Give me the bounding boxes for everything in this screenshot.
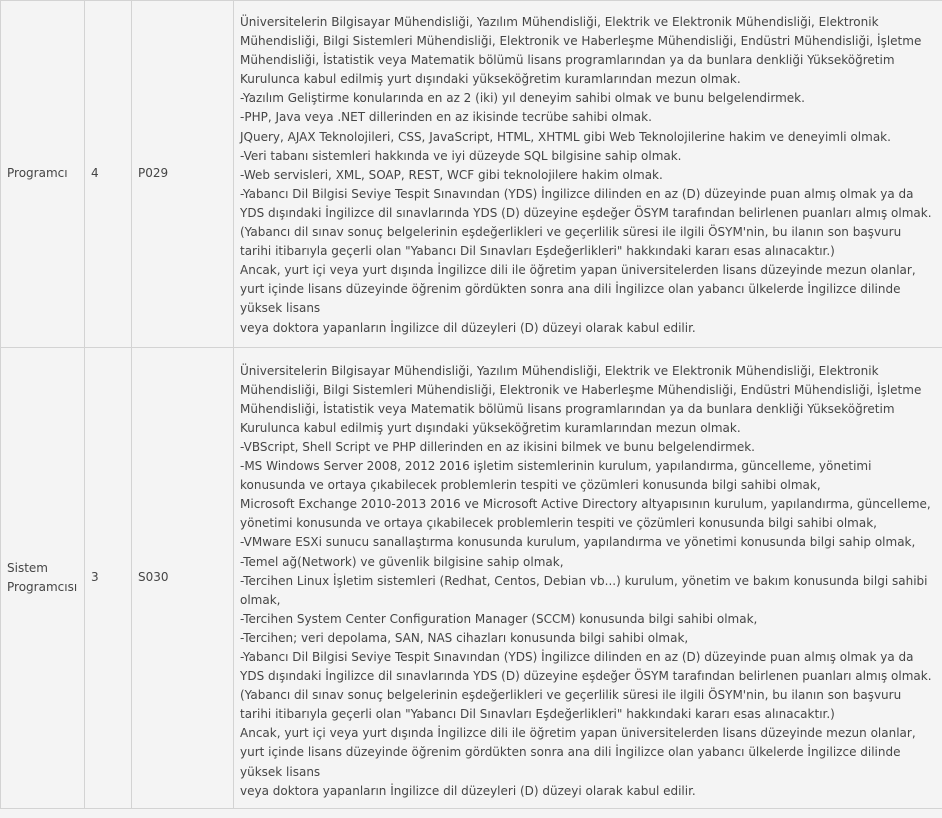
requirement-line: Üniversitelerin Bilgisayar Mühendisliği, Yazılım Mühendisliği, Elektrik ve Elektronik Mühendisliği, Elektronik Mühendisliği, Bilgi Sistemleri Mühendisliği, Elektronik ve Haberleşme Mühendisliği, Endüstri Mühendisliği, İşletme Mühendisliği, İstatistik veya Matematik bölümü lisans programlarından ya da bunlara denkliği Yükseköğretim Kurulunca kabul edilmiş yurt dışındaki yükseköğretim kuramlarından mezun olmak. (240, 363, 922, 435)
position-count: 3 (85, 347, 132, 808)
requirement-line: -Tercihen; veri depolama, SAN, NAS cihazları konusunda bilgi sahibi olmak, (240, 630, 689, 645)
position-title: Programcı (1, 1, 85, 348)
requirement-line: -Web servisleri, XML, SOAP, REST, WCF gibi teknolojilere hakim olmak. (240, 167, 663, 182)
requirement-line: -Veri tabanı sistemleri hakkında ve iyi düzeyde SQL bilgisine sahip olmak. (240, 148, 682, 163)
requirement-line: -VBScript, Shell Script ve PHP dillerinden en az ikisini bilmek ve bunu belgelendirmek. (240, 439, 755, 454)
requirement-line: -Temel ağ(Network) ve güvenlik bilgisine sahip olmak, (240, 554, 564, 569)
position-requirements (234, 1, 942, 348)
position-code: P029 (132, 1, 234, 348)
position-requirements (234, 347, 942, 808)
requirement-line: Ancak, yurt içi veya yurt dışında İngilizce dili ile öğretim yapan üniversitelerden lisans düzeyinde mezun olanlar, yurt içinde lisans düzeyinde öğrenim gördükten sonra ana dili İngilizce olan yabancı ülkelerde İngilizce dilinde yüksek lisans (240, 726, 916, 779)
position-code: S030 (132, 347, 234, 808)
requirement-line: -Yazılım Geliştirme konularında en az 2 (iki) yıl deneyim sahibi olmak ve bunu belgelendirmek. (240, 91, 805, 106)
requirement-line: Ancak, yurt içi veya yurt dışında İngilizce dili ile öğretim yapan üniversitelerden lisans düzeyinde mezun olanlar, yurt içinde lisans düzeyinde öğrenim gördükten sonra ana dili İngilizce olan yabancı ülkelerde İngilizce dilinde yüksek lisans (240, 263, 916, 316)
requirement-line: Üniversitelerin Bilgisayar Mühendisliği, Yazılım Mühendisliği, Elektrik ve Elektronik Mühendisliği, Elektronik Mühendisliği, Bilgi Sistemleri Mühendisliği, Elektronik ve Haberleşme Mühendisliği, Endüstri Mühendisliği, İşletme Mühendisliği, İstatistik veya Matematik bölümü lisans programlarından ya da bunlara denkliği Yükseköğretim Kurulunca kabul edilmiş yurt dışındaki yükseköğretim kuramlarından mezun olmak. (240, 15, 922, 87)
table-row (1, 1, 942, 348)
requirement-line: -Tercihen Linux İşletim sistemleri (Redhat, Centos, Debian vb...) kurulum, yönetim ve bakım konusunda bilgi sahibi olmak, (240, 573, 928, 607)
requirement-line: veya doktora yapanların İngilizce dil düzeyleri (D) düzeyi olarak kabul edilir. (240, 320, 696, 335)
requirement-line: Microsoft Exchange 2010-2013 2016 ve Microsoft Active Directory altyapısının kurulum, yapılandırma, güncelleme, yönetimi konusunda ve ortaya çıkabilecek problemlerin tespiti ve çözümleri konusunda bilgi sahibi olmak, (240, 497, 931, 531)
position-count: 4 (85, 1, 132, 348)
requirement-line: -MS Windows Server 2008, 2012 2016 işletim sistemlerinin kurulum, yapılandırma, güncelleme, yönetimi konusunda ve ortaya çıkabilecek problemlerin tespiti ve çözümleri konusunda bilgi sahibi olmak, (240, 459, 872, 493)
requirement-line: -Yabancı Dil Bilgisi Seviye Tespit Sınavından (YDS) İngilizce dilinden en az (D) düzeyinde puan almış olmak ya da YDS dışındaki İngilizce dil sınavlarında YDS (D) düzeyine eşdeğer ÖSYM tarafından belirlenen puanları almış olmak. (Yabancı dil sınav sonuç belgelerinin eşdeğerlikleri ve geçerlilik süresi ile ilgili ÖSYM'nin, bu ilanın son başvuru tarihi itibarıyla geçerli olan "Yabancı Dil Sınavları Eşdeğerlikleri" hakkındaki kararı esas alınacaktır.) (240, 186, 932, 259)
requirement-line: -Yabancı Dil Bilgisi Seviye Tespit Sınavından (YDS) İngilizce dilinden en az (D) düzeyinde puan almış olmak ya da YDS dışındaki İngilizce dil sınavlarında YDS (D) düzeyine eşdeğer ÖSYM tarafından belirlenen puanları almış olmak. (Yabancı dil sınav sonuç belgelerinin eşdeğerlikleri ve geçerlilik süresi ile ilgili ÖSYM'nin, bu ilanın son başvuru tarihi itibarıyla geçerli olan "Yabancı Dil Sınavları Eşdeğerlikleri" hakkındaki kararı esas alınacaktır.) (240, 650, 932, 722)
requirement-line: veya doktora yapanların İngilizce dil düzeyleri (D) düzeyi olarak kabul edilir. (240, 783, 696, 798)
requirement-line: -Tercihen System Center Configuration Manager (SCCM) konusunda bilgi sahibi olmak, (240, 611, 758, 626)
position-title: Sistem Programcısı (1, 347, 85, 808)
requirement-line: JQuery, AJAX Teknolojileri, CSS, JavaScript, HTML, XHTML gibi Web Teknolojilerine hakim ve deneyimli olmak. (240, 129, 891, 144)
requirement-line: -PHP, Java veya .NET dillerinden en az ikisinde tecrübe sahibi olmak. (240, 110, 652, 125)
requirement-line: -VMware ESXi sunucu sanallaştırma konusunda kurulum, yapılandırma ve yönetimi konusunda bilgi sahip olmak, (240, 535, 916, 550)
table-row (1, 347, 942, 808)
